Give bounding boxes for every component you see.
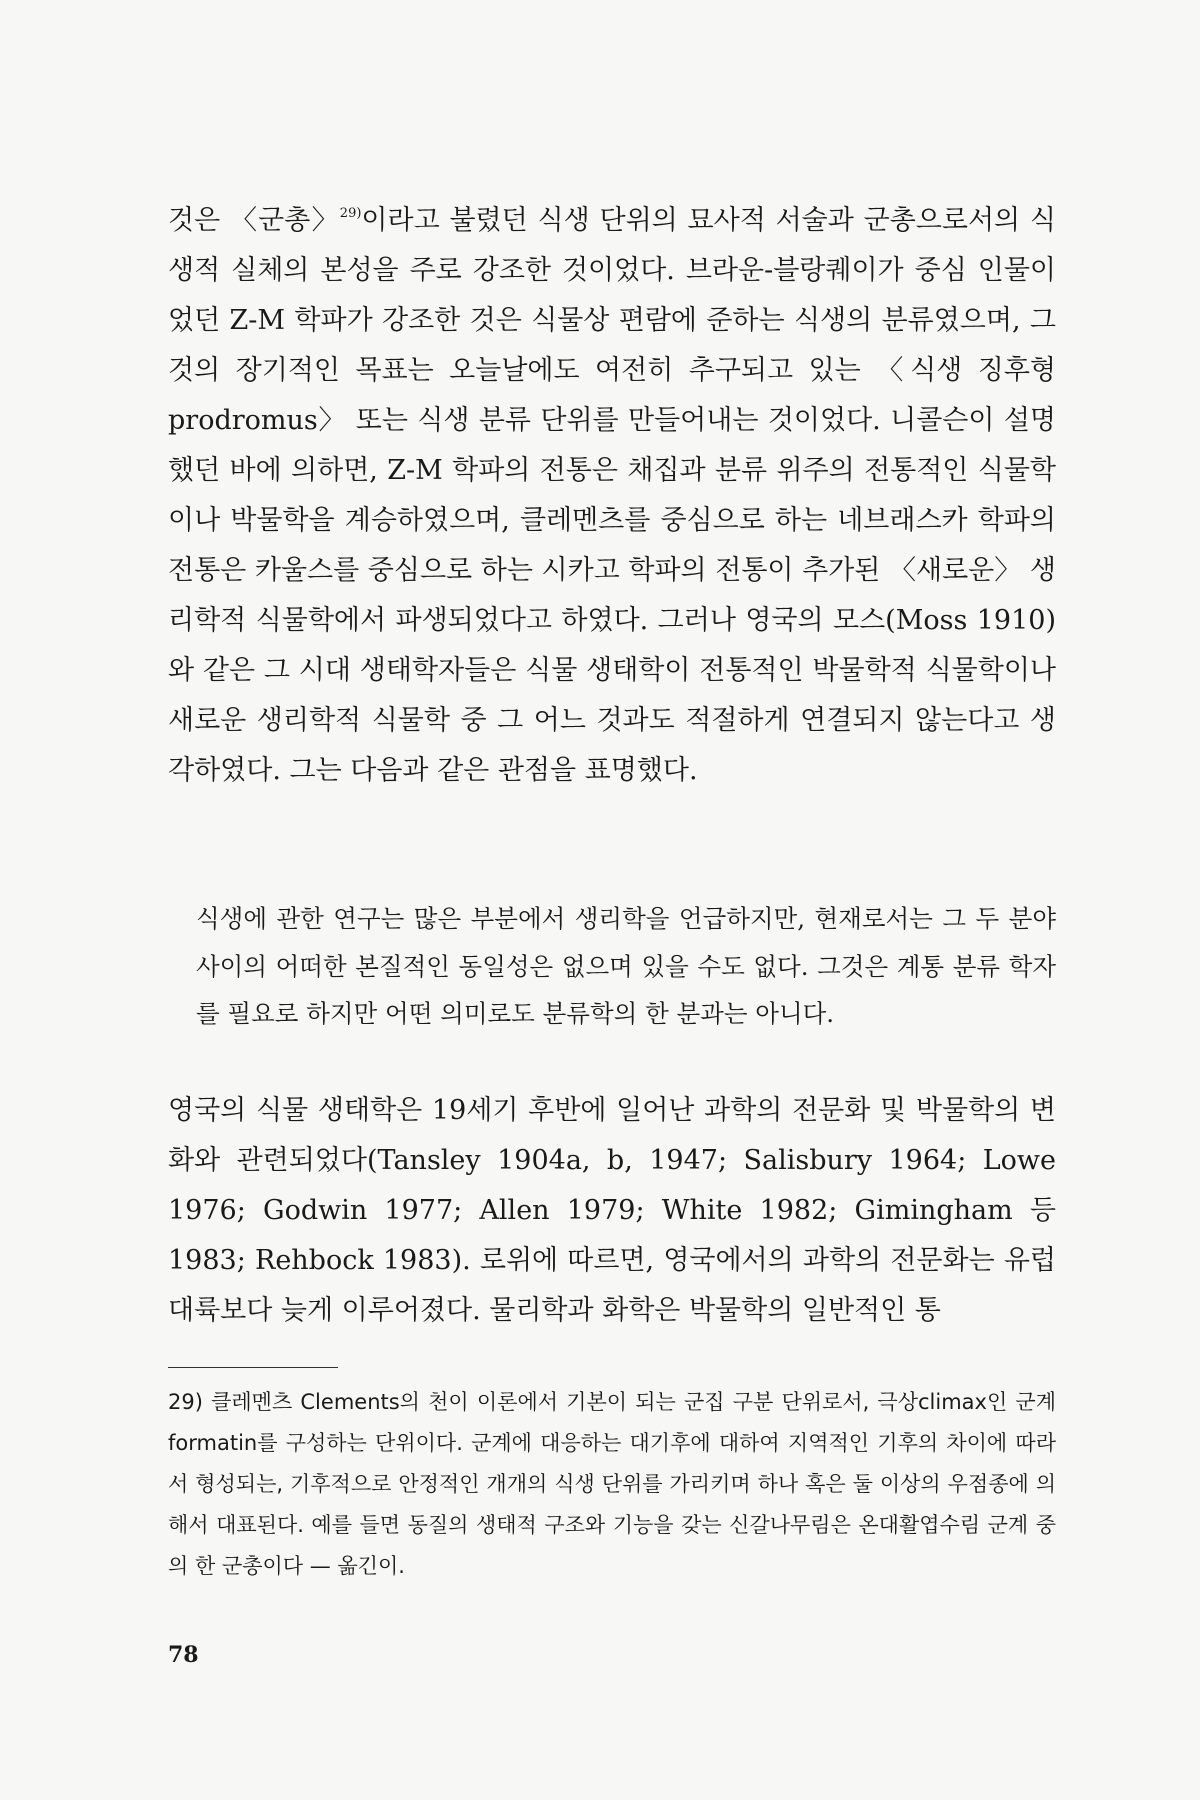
paragraph-1-text: 이라고 불렸던 식생 단위의 묘사적 서술과 군총으로서의 식생적 실체의 본성을 주로 강조한 것이었다. 브라운-블랑퀘이가 중심 인물이었던 Z-M 학파가 강조한 것은 식물상 편람에 준하는 식생의 분류였으며, 그것의 장기적인 목표는 오늘날에도 여전히 추구되고 있는 〈식생 징후형 prodromus〉 또는 식생 분류 단위를 만들어내는 것이었다. 니콜슨이 설명했던 바에 의하면, Z-M 학파의 전통은 채집과 분류 위주의 전통적인 식물학이나 박물학을 계승하였으며, 클레멘츠를 중심으로 하는 네브래스카 학파의 전통은 카울스를 중심으로 하는 시카고 학파의 전통이 추가된 〈새로운〉 생리학적 식물학에서 파생되었다고 하였다. 그러나 영국의 모스(Moss 1910)와 같은 그 시대 생태학자들은 식물 생태학이 전통적인 박물학적 식물학이나 새로운 생리학적 식물학 중 그 어느 것과도 적절하게 연결되지 않는다고 생각하였다. 그는 다음과 같은 관점을 표명했다. <box>168 205 1056 786</box>
paragraph-1-lead: 것은 〈군총〉 <box>168 205 340 236</box>
body-paragraph-2 <box>168 1086 1056 1336</box>
page-number: 78 <box>168 1642 199 1668</box>
footnote-divider <box>168 1367 338 1368</box>
quote-text: 식생에 관한 연구는 많은 부분에서 생리학을 언급하지만, 현재로서는 그 두 분야 사이의 어떠한 본질적인 동일성은 없으며 있을 수도 없다. 그것은 계통 분류 학자를 필요로 하지만 어떤 의미로도 분류학의 한 분과는 아니다. <box>196 904 1056 1028</box>
paragraph-2-text: 영국의 식물 생태학은 19세기 후반에 일어난 과학의 전문화 및 박물학의 변화와 관련되었다(Tansley 1904a, b, 1947; Salisbury 1964; Lowe 1976; Godwin 1977; Allen 1979; White 1982; Gimingham 등 1983; Rehbock 1983). 로위에 따르면, 영국에서의 과학의 전문화는 유럽 대륙보다 늦게 이루어졌다. 물리학과 화학은 박물학의 일반적인 통 <box>168 1095 1056 1326</box>
block-quote <box>196 895 1056 1038</box>
footnote-reference: 29) <box>339 206 362 221</box>
footnote <box>168 1382 1056 1587</box>
body-paragraph-1 <box>168 196 1056 796</box>
footnote-text: 29) 클레멘츠 Clements의 천이 이론에서 기본이 되는 군집 구분 단위로서, 극상climax인 군계 formatin를 구성하는 단위이다. 군계에 대응하는 대기후에 대하여 지역적인 기후의 차이에 따라서 형성되는, 기후적으로 안정적인 개개의 식생 단위를 가리키며 하나 혹은 둘 이상의 우점종에 의해서 대표된다. 예를 들면 동질의 생태적 구조와 기능을 갖는 신갈나무림은 온대활엽수림 군계 중의 한 군총이다 — 옮긴이. <box>168 1390 1056 1578</box>
